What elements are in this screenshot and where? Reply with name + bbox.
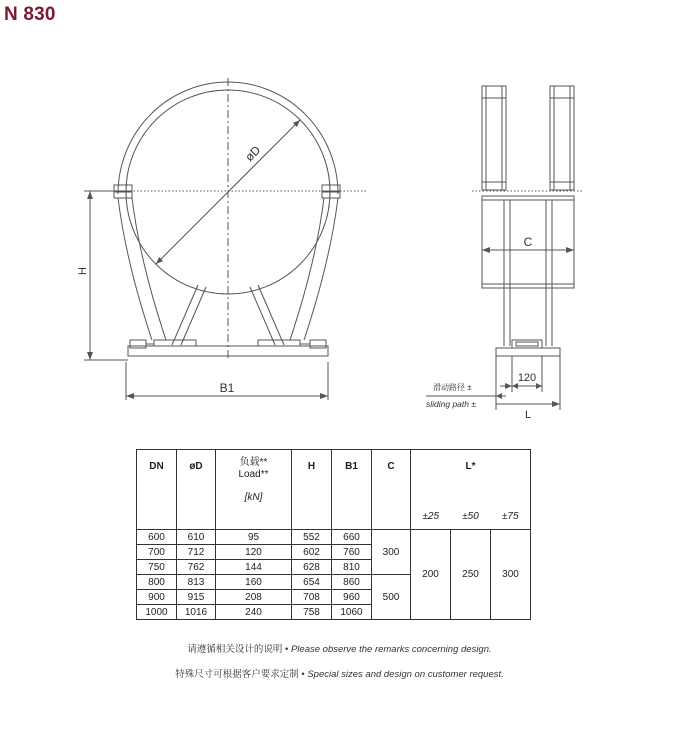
header-dn: DN (137, 450, 177, 530)
remark-special-en: Special sizes and design on customer request. (307, 669, 504, 680)
cell-dn: 800 (137, 575, 177, 590)
base-pad-right (258, 340, 300, 346)
cell-c-300: 300 (372, 530, 411, 575)
diameter-label: øD (242, 142, 264, 165)
front-view (84, 78, 368, 400)
header-l-75: ±75 (491, 504, 531, 530)
cell-c-500: 500 (372, 575, 411, 620)
cell-od: 1016 (177, 605, 216, 620)
cell-b1: 660 (332, 530, 372, 545)
remark-special-cn: 特殊尺寸可根据客户要求定制 • (175, 669, 305, 680)
flange-left-lower (114, 192, 132, 198)
cell-load: 120 (216, 545, 292, 560)
cell-dn: 1000 (137, 605, 177, 620)
sliding-path-en: sliding path ± (426, 399, 477, 409)
cell-h: 654 (292, 575, 332, 590)
header-l-25: ±25 (411, 504, 451, 530)
remark-design-en: Please observe the remarks concerning design. (290, 644, 492, 655)
header-c: C (372, 450, 411, 530)
cell-load: 240 (216, 605, 292, 620)
cell-h: 602 (292, 545, 332, 560)
header-load-unit: [kN] (244, 492, 263, 503)
cell-od: 915 (177, 590, 216, 605)
cell-od: 762 (177, 560, 216, 575)
header-load-en: Load** (238, 469, 269, 480)
cell-load: 208 (216, 590, 292, 605)
cell-b1: 860 (332, 575, 372, 590)
flange-left-upper (114, 185, 132, 191)
cell-dn: 900 (137, 590, 177, 605)
header-load (216, 450, 292, 530)
b1-label: B1 (219, 381, 235, 395)
base-pad-left (154, 340, 196, 346)
cell-od: 610 (177, 530, 216, 545)
cell-b1: 810 (332, 560, 372, 575)
cell-l-250: 250 (451, 530, 491, 620)
sliding-path-cn: 滑动路径 ± (433, 383, 472, 392)
page-title: N 830 (4, 4, 56, 25)
header-od: øD (177, 450, 216, 530)
cell-load: 144 (216, 560, 292, 575)
cell-load: 160 (216, 575, 292, 590)
cell-h: 708 (292, 590, 332, 605)
cell-dn: 700 (137, 545, 177, 560)
base-clip-right (310, 340, 326, 348)
h-label: H (77, 267, 89, 275)
side-view (426, 86, 582, 410)
cell-b1: 760 (332, 545, 372, 560)
cell-b1: 1060 (332, 605, 372, 620)
side-base-plate (496, 348, 560, 356)
left-strut (172, 285, 206, 345)
header-l-50: ±50 (451, 504, 491, 530)
header-load-cn: 负载** (239, 457, 268, 468)
cell-h: 552 (292, 530, 332, 545)
cell-dn: 750 (137, 560, 177, 575)
cell-h: 758 (292, 605, 332, 620)
cell-dn: 600 (137, 530, 177, 545)
spec-table (136, 449, 531, 620)
cell-load: 95 (216, 530, 292, 545)
c-label: C (523, 235, 533, 249)
remark-special (0, 666, 679, 680)
right-strut (250, 285, 284, 345)
remark-design-cn: 请遵循相关设计的说明 • (187, 644, 289, 655)
base-clip-left (130, 340, 146, 348)
cell-b1: 960 (332, 590, 372, 605)
flange-right-lower (322, 192, 340, 198)
header-b1: B1 (332, 450, 372, 530)
header-h: H (292, 450, 332, 530)
cell-l-300: 300 (491, 530, 531, 620)
l-label: L (524, 409, 532, 421)
header-l: L* (411, 450, 531, 504)
dim-120-label: 120 (517, 372, 537, 384)
remark-design (0, 641, 679, 655)
cell-od: 813 (177, 575, 216, 590)
cell-od: 712 (177, 545, 216, 560)
cell-l-200: 200 (411, 530, 451, 620)
cell-h: 628 (292, 560, 332, 575)
